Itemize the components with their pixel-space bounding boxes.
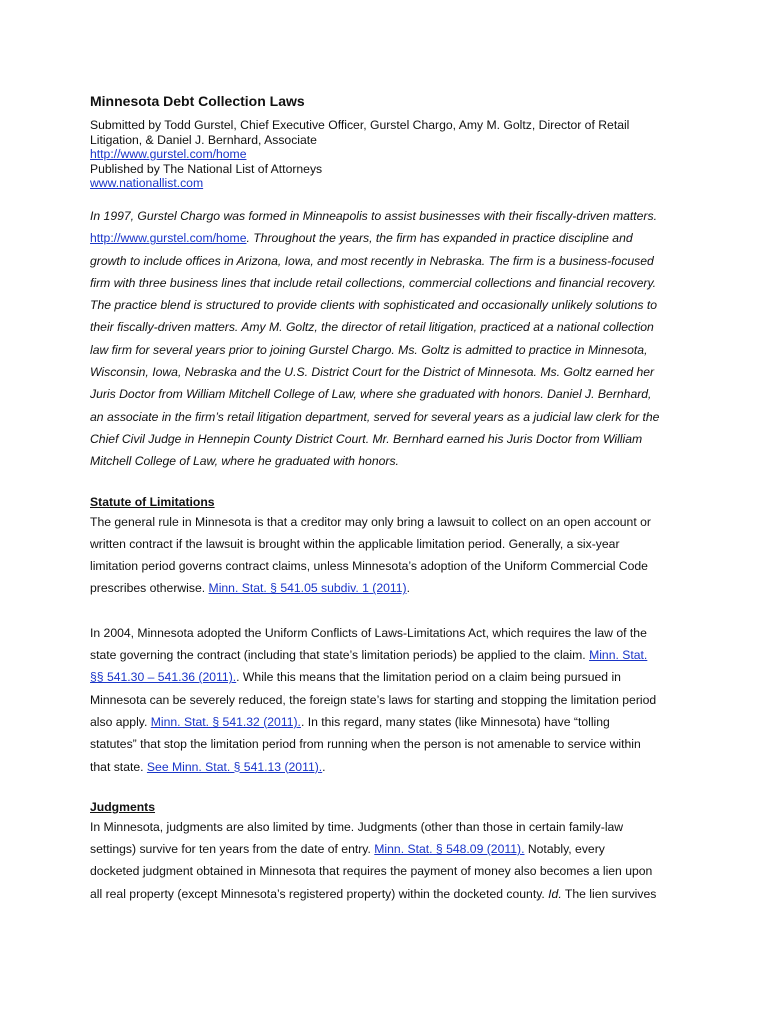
gurstel-link[interactable]: http://www.gurstel.com/home [90,147,247,162]
submitted-by-line-1: Submitted by Todd Gurstel, Chief Executive Officer, Gurstel Chargo, Amy M. Goltz, Director of Retail [90,118,630,132]
statute-541-30-link[interactable]: Minn. Stat. [589,648,648,663]
document-meta [90,118,690,191]
intro-gurstel-link[interactable]: http://www.gurstel.com/home [90,231,247,246]
statute-paragraph-1: The general rule in Minnesota is that a creditor may only bring a lawsuit to collect on an open account or written contract if the lawsuit is brought within the applicable limitation period. Generally, a six-year limitation period governs contract claims, unless Minnesota’s adoption of the Uniform Commercial Code prescribes otherwise. Minn. Stat. § 541.05 subdiv. 1 (2011). [90,514,651,596]
intro-paragraph: In 1997, Gurstel Chargo was formed in Minneapolis to assist businesses with their fiscally-driven matters. http://www.gurstel.com/home. Throughout the years, the firm has expanded in practice discipline and growth to include offices in Arizona, Iowa, and most recently in Nebraska. The firm is a business-focused firm with three business lines that include retail collections, commercial collections and financial recovery. The practice blend is structured to provide clients with sophisticated and occasionally unlikely solutions to their fiscally-driven matters. Amy M. Goltz, the director of retail litigation, practiced at a national collection law firm for several years prior to joining Gurstel Chargo. Ms. Goltz is admitted to practice in Minnesota, Wisconsin, Iowa, Nebraska and the U.S. District Court for the District of Minnesota. Ms. Goltz earned her Juris Doctor from William Mitchell College of Law, where she graduated with honors. Daniel J. Bernhard, an associate in the firm’s retail litigation department, served for several years as a judicial law clerk for the Chief Civil Judge in Hennepin County District Court. Mr. Bernhard earned his Juris Doctor from William Mitchell College of Law, where he graduated with honors. [90,208,660,469]
statute-paragraph-2: In 2004, Minnesota adopted the Uniform Conflicts of Laws-Limitations Act, which requires the law of the state governing the contract (including that state’s limitation periods) be applied to the claim. Minn. Stat. §§ 541.30 – 541.36 (2011).. While this means that the limitation period on a claim being pursued in Minnesota can be severely reduced, the foreign state’s laws for starting and stopping the limitation period also apply. Minn. Stat. § 541.32 (2011).. In this regard, many states (like Minnesota) have “tolling statutes” that stop the limitation period from running when the person is not amenable to service within that state. See Minn. Stat. § 541.13 (2011).. [90,625,657,774]
statute-of-limitations-heading: Statute of Limitations [90,494,215,509]
statute-541-05-link[interactable]: Minn. Stat. § 541.05 subdiv. 1 (2011) [208,581,407,596]
document-title: Minnesota Debt Collection Laws [90,93,305,109]
document-page [90,92,690,905]
statute-541-30-link-cont[interactable]: §§ 541.30 – 541.36 (2011). [90,670,237,685]
published-by: Published by The National List of Attorneys [90,161,323,176]
statute-541-13-link[interactable]: See Minn. Stat. § 541.13 (2011). [146,759,323,774]
judgments-heading: Judgments [90,799,156,814]
submitted-by-line-2: Litigation, & Daniel J. Bernhard, Associate [90,132,317,147]
statute-541-32-link[interactable]: Minn. Stat. § 541.32 (2011). [150,714,301,729]
nationallist-link[interactable]: www.nationallist.com [90,176,204,191]
statute-548-09-link[interactable]: Minn. Stat. § 548.09 (2011). [374,842,525,857]
judgments-paragraph: In Minnesota, judgments are also limited by time. Judgments (other than those in certain family-law settings) survive for ten years from the date of entry. Minn. Stat. § 548.09 (2011). Notably, every docketed judgment obtained in Minnesota that requires the payment of money also becomes a lien upon all real property (except Minnesota’s registered property) within the docketed county. Id. The lien survives [90,819,657,901]
